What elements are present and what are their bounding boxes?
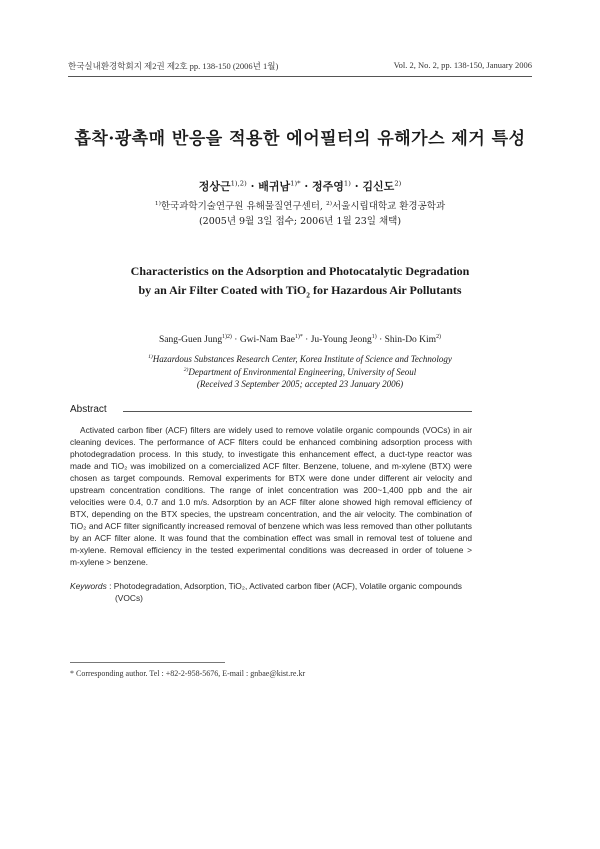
abstract-body xyxy=(70,424,472,568)
korean-title: 흡착·광촉매 반응을 적용한 에어필터의 유해가스 제거 특성 xyxy=(74,129,526,149)
abstract-line: m-xylene. Removal efficiency in the tested experimental conditions was decreased in order of toluene > xyxy=(70,545,472,555)
english-title-line-2-pre: by an Air Filter Coated with TiO xyxy=(138,283,307,297)
header-left: 한국실내환경학회지 제2권 제2호 pp. 138-150 (2006년 1월) xyxy=(68,61,279,71)
author-separator: · xyxy=(231,335,240,345)
korean-affiliation-sup-2: 2) xyxy=(325,200,332,207)
author-separator: · xyxy=(300,180,313,193)
keywords-line-2: (VOCs) xyxy=(115,593,143,603)
korean-authors xyxy=(40,178,560,194)
abstract-line: TiO₂ and ACF filter significantly increased removal of benzene which was less removed than other pollutants xyxy=(70,521,472,531)
abstract-line: chosen as target compounds. Removal experiments for BTX were done under different air velocity and xyxy=(70,473,472,483)
header-divider xyxy=(68,76,532,77)
korean-author-4-sup: 2) xyxy=(394,179,402,188)
english-author-1-sup: 1)2) xyxy=(222,333,232,340)
english-affiliation-2 xyxy=(40,366,560,379)
korean-dates: (2005년 9월 3일 접수; 2006년 1월 23일 채택) xyxy=(198,216,402,227)
abstract-line: Activated carbon fiber (ACF) filters are widely used to remove volatile organic compounds (VOCs) in air xyxy=(80,425,472,435)
english-dates: (Received 3 September 2005; accepted 23 January 2006) xyxy=(196,379,404,389)
header-right: Vol. 2, No. 2, pp. 138-150, January 2006 xyxy=(393,60,532,70)
author-separator: · xyxy=(246,180,259,193)
english-affiliation-1-sup: 1) xyxy=(148,354,153,360)
abstract-label: Abstract xyxy=(70,404,111,415)
korean-affiliation-org-2: 서울시립대학교 환경공학과 xyxy=(331,201,446,212)
keywords-colon: : xyxy=(106,581,114,591)
abstract-line: made and TiO₂ was imobilized on a comercialized ACF filter. Benzene, toluene, and m-xylene (BTX) were xyxy=(70,461,472,471)
corresponding-author-footnote: * Corresponding author. Tel : +82-2-958-5676, E-mail : gnbae@kist.re.kr xyxy=(70,669,306,678)
author-separator: · xyxy=(376,335,385,345)
korean-author-2-sup: 1)* xyxy=(290,179,301,188)
korean-affiliation-sup-1: 1) xyxy=(154,200,161,207)
english-affiliation-2-text: Department of Environmental Engineering, University of Seoul xyxy=(188,366,417,377)
english-title-line-2 xyxy=(30,281,570,300)
korean-affiliation xyxy=(40,198,560,212)
english-affiliation-1-text: Hazardous Substances Research Center, Korea Institute of Science and Technology xyxy=(152,354,452,364)
english-author-3: Ju-Young Jeong xyxy=(310,335,372,345)
english-title-line-1: Characteristics on the Adsorption and Photocatalytic Degradation xyxy=(130,264,470,278)
keywords-label: Keywords xyxy=(70,581,107,591)
english-author-4: Shin-Do Kim xyxy=(384,335,437,345)
korean-author-4: 김신도 xyxy=(362,180,395,193)
abstract-line: m-xylene > benzene. xyxy=(70,557,148,567)
english-title-line-2-post: for Hazardous Air Pollutants xyxy=(309,283,462,297)
english-title xyxy=(30,262,570,300)
korean-author-3: 정주영 xyxy=(312,180,344,193)
english-authors xyxy=(40,335,560,345)
abstract-line: cleaning devices. The performance of ACF filters could be enhanced combining adsorption process with xyxy=(70,437,472,447)
english-affiliation-1 xyxy=(40,353,560,366)
english-author-4-sup: 2) xyxy=(436,333,441,340)
english-title-line-2-sub: 2 xyxy=(306,290,310,300)
english-author-1: Sang-Guen Jung xyxy=(159,335,223,345)
abstract-line: BTX, depending on the BTX species, the upstream concentration, and the air velocity. The combination of xyxy=(70,509,472,519)
author-separator: · xyxy=(302,335,311,345)
korean-author-2: 배귀남 xyxy=(258,180,291,193)
english-affiliation-2-sup: 2) xyxy=(183,366,189,373)
keywords-line-1 xyxy=(70,580,490,592)
abstract-line: velocities were 0.4, 0.7 and 1.0 m/s. Adsorption by an ACF filter alone showed high removal efficiency of xyxy=(70,497,472,507)
korean-author-1-sup: 1),2) xyxy=(230,179,247,188)
keywords-text-1: Photodegradation, Adsorption, TiO₂, Activated carbon fiber (ACF), Volatile organic compounds xyxy=(113,581,462,591)
abstract-line: upstream concentration conditions. The range of inlet concentration was 200~1,400 ppb and the air xyxy=(70,485,472,495)
english-author-2-sup: 1)* xyxy=(294,333,303,340)
abstract-line: by an ACF filter alone. It was found that the combination effect was small in removal test of toluene and xyxy=(70,533,472,543)
english-author-3-sup: 1) xyxy=(371,333,377,340)
korean-author-1: 정상근 xyxy=(198,180,231,193)
abstract-divider xyxy=(123,411,472,412)
korean-author-3-sup: 1) xyxy=(343,179,351,188)
keywords-block xyxy=(70,580,490,604)
english-affiliations xyxy=(40,353,560,391)
running-header xyxy=(68,60,532,74)
footnote-divider xyxy=(70,662,225,663)
abstract-line: photodegradation process. In this study, to investigate this enhancement effect, a duct-type reactor was xyxy=(70,449,472,459)
author-separator: · xyxy=(350,180,363,193)
english-author-2: Gwi-Nam Bae xyxy=(239,335,295,345)
korean-affiliation-org-1: 한국과학기술연구원 유해물질연구센터, xyxy=(160,201,326,212)
